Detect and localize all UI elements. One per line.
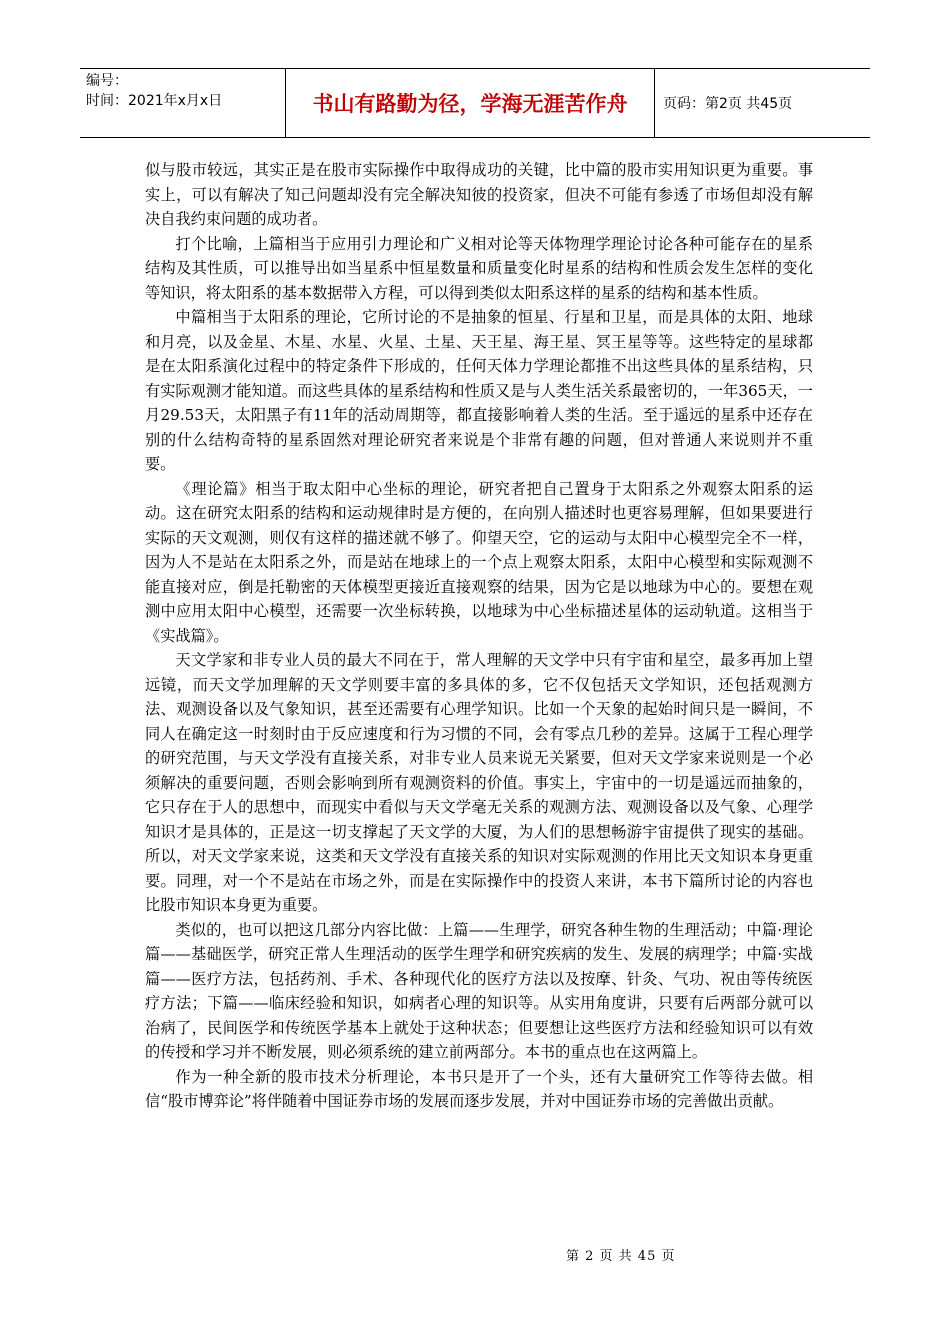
number-label: 编号： — [86, 73, 128, 89]
date-label: 时间：2021年x月x日 — [86, 93, 223, 109]
paragraph: 《理论篇》相当于取太阳中心坐标的理论，研究者把自己置身于太阳系之外观察太阳系的运动。这在研究太阳系的结构和运动规律时是方便的，在向别人描述时也更容易理解，但如果要进行实际的天文观测，则仅有这样的描述就不够了。仰望天空，它的运动与太阳中心模型完全不一样，因为人不是站在太阳系之外，而是站在地球上的一个点上观察太阳系，太阳中心模型和实际观测不能直接对应，倒是托勒密的天体模型更接近直接观察的结果，因为它是以地球为中心的。要想在观测中应用太阳中心模型，还需要一次坐标转换，以地球为中心坐标描述星体的运动轨道。这相当于《实战篇》。 — [145, 479, 813, 645]
page-header — [80, 68, 870, 138]
paragraph: 中篇相当于太阳系的理论，它所讨论的不是抽象的恒星、行星和卫星，而是具体的太阳、地球和月亮，以及金星、木星、水星、火星、土星、天王星、海王星、冥王星等等。这些特定的星球都是在太阳系演化过程中的特定条件下形成的，任何天体力学理论都推不出这些具体的星系结构，只有实际观测才能知道。而这些具体的星系结构和性质又是与人类生活关系最密切的，一年365天，一月29.53天，太阳黑子有11年的活动周期等，都直接影响着人类的生活。至于遥远的星系中还存在别的什么结构奇特的星系固然对理论研究者来说是个非常有趣的问题，但对普通人来说则并不重要。 — [145, 308, 813, 473]
paragraph: 天文学家和非专业人员的最大不同在于，常人理解的天文学中只有宇宙和星空，最多再加上望远镜，而天文学加理解的天文学则要丰富的多具体的多，它不仅包括天文学知识，还包括观测方法、观测设备以及气象知识，甚至还需要有心理学知识。比如一个天象的起始时间只是一瞬间，不同人在确定这一时刻时由于反应速度和行为习惯的不同，会有零点几秒的差异。这属于工程心理学的研究范围，与天文学没有直接关系，对非专业人员来说无关紧要，但对天文学家来说则是一个必须解决的重要问题，否则会影响到所有观测资料的价值。事实上，宇宙中的一切是遥远而抽象的，它只存在于人的思想中，而现实中看似与天文学毫无关系的观测方法、观测设备以及气象、心理学知识才是具体的，正是这一切支撑起了天文学的大厦，为人们的思想畅游宇宙提供了现实的基础。所以，对天文学家来说，这类和天文学没有直接关系的知识对实际观测的作用比天文知识本身更重要。同理，对一个不是站在市场之外，而是在实际操作中的投资人来讲，本书下篇所讨论的内容也比股市知识本身更为重要。 — [145, 651, 813, 914]
page-footer: 第 2 页 共 45 页 — [566, 1249, 676, 1264]
paragraph: 似与股市较远，其实正是在股市实际操作中取得成功的关键，比中篇的股市实用知识更为重要。事实上，可以有解决了知己问题却没有完全解决知彼的投资家，但决不可能有参透了市场但却没有解决自我约束问题的成功者。 — [145, 161, 813, 228]
header-meta — [80, 69, 285, 137]
header-page-info-cell — [655, 69, 870, 137]
document-body — [145, 158, 813, 1114]
paragraph: 类似的，也可以把这几部分内容比做：上篇——生理学，研究各种生物的生理活动；中篇·理论篇——基础医学，研究正常人生理活动的医学生理学和研究疾病的发生、发展的病理学；中篇·实战篇——医疗方法，包括药剂、手术、各种现代化的医疗方法以及按摩、针灸、气功、祝由等传统医疗方法；下篇——临床经验和知识，如病者心理的知识等。从实用角度讲，只要有后两部分就可以治病了，民间医学和传统医学基本上就处于这种状态；但要想让这些医疗方法和经验知识可以有效的传授和学习并不断发展，则必须系统的建立前两部分。本书的重点也在这两篇上。 — [145, 920, 813, 1061]
page-info: 页码：第2页 共45页 — [663, 96, 793, 112]
paragraph: 打个比喻，上篇相当于应用引力理论和广义相对论等天体物理学理论讨论各种可能存在的星系结构及其性质，可以推导出如当星系中恒星数量和质量变化时星系的结构和性质会发生怎样的变化等知识，将太阳系的基本数据带入方程，可以得到类似太阳系这样的星系的结构和基本性质。 — [145, 234, 813, 302]
paragraph: 作为一种全新的股市技术分析理论，本书只是开了一个头，还有大量研究工作等待去做。相信“股市博弈论”将伴随着中国证券市场的发展而逐步发展，并对中国证券市场的完善做出贡献。 — [145, 1067, 813, 1110]
motto-text: 书山有路勤为径，学海无涯苦作舟 — [312, 92, 628, 116]
header-motto-cell — [285, 69, 655, 137]
